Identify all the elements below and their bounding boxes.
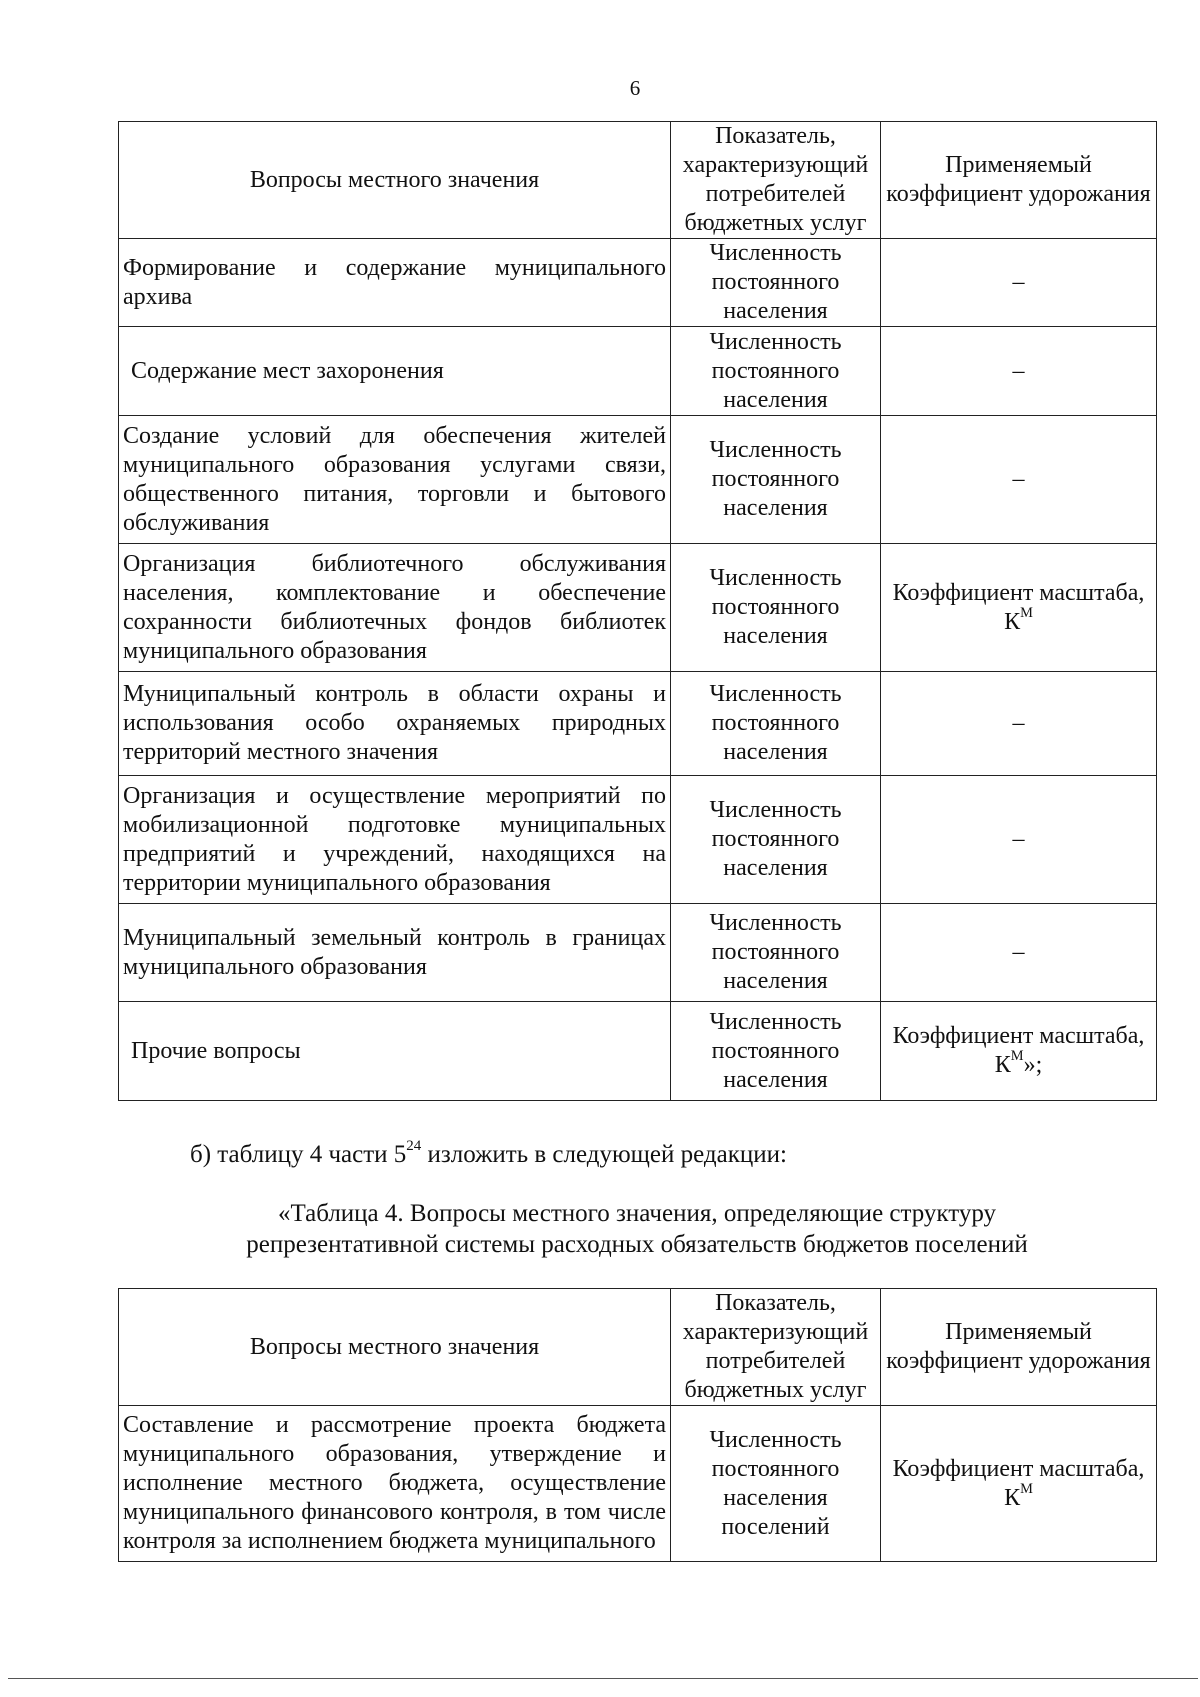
coefficient-cell: –: [881, 239, 1157, 327]
coefficient-cell: [881, 544, 1157, 672]
question-cell: Составление и рассмотрение проекта бюджета муниципального образования, утверждение и исполнение местного бюджета, осуществление муниципального финансового контроля, в том числе контроля за исполнением бюджета муниципального: [119, 1406, 671, 1562]
coefficient-cell: –: [881, 672, 1157, 776]
table-row: [119, 1406, 1157, 1562]
amendment-suffix: изложить в следующей редакции:: [421, 1141, 787, 1168]
local-issues-table: [118, 121, 1157, 1101]
coefficient-cell: –: [881, 776, 1157, 904]
header-indicator: Показатель, характеризующий потребителей бюджетных услуг: [671, 122, 881, 239]
indicator-cell: Численность постоянного населения: [671, 239, 881, 327]
caption-line-1: «Таблица 4. Вопросы местного значения, определяющие структуру: [277, 1200, 996, 1227]
table-row: [119, 904, 1157, 1002]
indicator-cell: Численность постоянного населения: [671, 327, 881, 416]
closing-quote: »;: [1023, 1052, 1043, 1078]
indicator-cell: Численность постоянного населения: [671, 544, 881, 672]
coefficient-cell: –: [881, 416, 1157, 544]
table-header-row: [119, 122, 1157, 239]
amendment-paragraph: [190, 1137, 787, 1170]
coefficient-superscript: М: [1020, 604, 1033, 621]
table-row: [119, 327, 1157, 416]
coefficient-superscript: М: [1010, 1048, 1024, 1064]
header-questions: Вопросы местного значения: [119, 1289, 671, 1406]
question-cell: Прочие вопросы: [119, 1002, 671, 1101]
question-cell: Организация библиотечного обслуживания населения, комплектование и обеспечение сохранности библиотечных фондов библиотек муниципального образования: [119, 544, 671, 672]
local-issues-table-4: [118, 1288, 1157, 1562]
coefficient-cell: [881, 1406, 1157, 1562]
amendment-prefix: б) таблицу 4 части 5: [190, 1141, 407, 1168]
coefficient-text: Коэффициент масштаба, К: [892, 579, 1145, 635]
table-row: [119, 1002, 1157, 1101]
caption-line-2: репрезентативной системы расходных обязательств бюджетов поселений: [246, 1231, 1028, 1258]
question-cell: Организация и осуществление мероприятий по мобилизационной подготовке муниципальных предприятий и учреждений, находящихся на территории муниципального образования: [119, 776, 671, 904]
coefficient-cell: [881, 1002, 1157, 1101]
question-cell: Муниципальный контроль в области охраны и использования особо охраняемых природных территорий местного значения: [119, 672, 671, 776]
question-cell: Муниципальный земельный контроль в границах муниципального образования: [119, 904, 671, 1002]
coefficient-text: Коэффициент масштаба, К: [892, 1455, 1145, 1511]
coefficient-text: Коэффициент масштаба, К: [892, 1023, 1145, 1078]
indicator-cell: Численность постоянного населения: [671, 672, 881, 776]
header-indicator: Показатель, характеризующий потребителей бюджетных услуг: [671, 1289, 881, 1406]
indicator-cell: Численность постоянного населения: [671, 776, 881, 904]
header-questions: Вопросы местного значения: [119, 122, 671, 239]
question-cell: Содержание мест захоронения: [119, 327, 671, 416]
table-header-row: [119, 1289, 1157, 1406]
page-bottom-rule: [8, 1678, 1198, 1679]
question-cell: Создание условий для обеспечения жителей муниципального образования услугами связи, общественного питания, торговли и бытового обслуживания: [119, 416, 671, 544]
coefficient-cell: –: [881, 327, 1157, 416]
indicator-cell: Численность постоянного населения: [671, 1002, 881, 1101]
table-row: [119, 672, 1157, 776]
table-row: [119, 776, 1157, 904]
page-number: 6: [629, 76, 641, 100]
table-row: [119, 416, 1157, 544]
coefficient-cell: –: [881, 904, 1157, 1002]
table-row: [119, 544, 1157, 672]
table-row: [119, 239, 1157, 327]
indicator-cell: Численность постоянного населения: [671, 904, 881, 1002]
amendment-superscript: 24: [406, 1137, 422, 1154]
header-coefficient: Применяемый коэффициент удорожания: [881, 1289, 1157, 1406]
indicator-cell: Численность постоянного населения поселений: [671, 1406, 881, 1562]
question-cell: Формирование и содержание муниципального архива: [119, 239, 671, 327]
indicator-cell: Численность постоянного населения: [671, 416, 881, 544]
header-coefficient: Применяемый коэффициент удорожания: [881, 122, 1157, 239]
coefficient-superscript: М: [1020, 1480, 1033, 1497]
table-caption: [118, 1198, 1156, 1260]
